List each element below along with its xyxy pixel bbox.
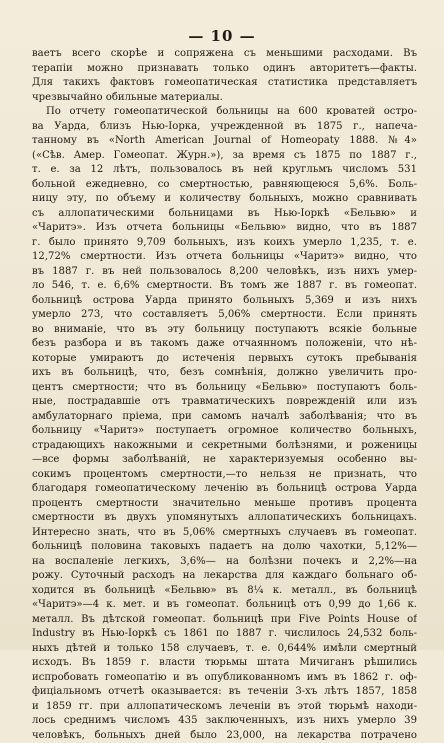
- text-line: и 1859 гг. при аллопатическомъ леченіи въ этой тюрьмѣ находи-: [32, 700, 417, 715]
- text-line: больницу «Чаритэ» поступаетъ огромное количество больныхъ,: [32, 424, 417, 439]
- text-line: Для такихъ фактовъ гомеопатическая статистика представляетъ: [32, 76, 417, 91]
- text-line: ихъ въ больницѣ, что, безъ сомнѣнія, должно увеличить про-: [32, 366, 417, 381]
- text-line: исходъ. Въ 1859 г. власти тюрьмы штата Мичиганъ рѣшились: [32, 656, 417, 671]
- text-line: —все формы заболѣваній, не характеризуемыя особенно вы-: [32, 453, 417, 468]
- text-line: металл. Въ дѣтской гомеопат. больницѣ при Five Points House of: [32, 613, 417, 628]
- text-line: амбулаторнаго пріема, при самомъ началѣ заболѣванія; что въ: [32, 410, 417, 425]
- page-number: — 10 —: [0, 27, 444, 45]
- text-line: больной ежедневно, со смертностью, равняющеюся 5,6%. Боль-: [32, 178, 417, 193]
- text-line: въ 1887 г. въ ней пользовалось 8,200 человѣкъ, изъ нихъ умер-: [32, 265, 417, 280]
- text-line: безъ разбора и въ такомъ даже отчаянномъ положеніи, что нѣ-: [32, 337, 417, 352]
- text-line: центъ смертности; что въ больницу «Бельвю» поступаютъ боль-: [32, 381, 417, 396]
- text-line: процентъ смертности значительно меньше противъ процента: [32, 497, 417, 512]
- text-line: «Чаритэ»—4 к. мет. и въ гомеопат. больницѣ отъ 0,99 до 1,66 к.: [32, 598, 417, 613]
- text-line: ходится въ больницѣ «Бельвю» въ 8¼ к. металл., въ больницѣ: [32, 584, 417, 599]
- text-line: ваетъ всего скорѣе и сопряжена съ меньшими расходами. Въ: [32, 47, 417, 62]
- text-line: чрезвычайно обильные материалы.: [32, 91, 417, 106]
- text-line: фиціальномъ отчетѣ оказывается: въ теченіи 3-хъ лѣтъ 1857, 1858: [32, 685, 417, 700]
- text-line: терапіи можно признавать только одинъ авторитетъ—факты.: [32, 62, 417, 77]
- text-line: ныхъ дѣтей и только 158 случаевъ, т. е. 0,644% имѣли смертный: [32, 642, 417, 657]
- text-line: Интересно знать, что въ 5,06% смертныхъ случаевъ въ гомеопат.: [32, 526, 417, 541]
- text-line: благодаря гомеопатическому леченію въ больницѣ острова Уарда: [32, 482, 417, 497]
- body-text: [32, 47, 417, 743]
- text-line: испробовать гомеопатію и въ опубликованномъ имъ въ 1862 г. оф-: [32, 671, 417, 686]
- text-line: ва Уарда, близъ Нью-Іорка, учрежденной въ 1875 г., напеча-: [32, 120, 417, 135]
- text-line: лось среднимъ числомъ 435 заключенныхъ, изъ нихъ умерло 39: [32, 714, 417, 729]
- text-line: во вниманіе, что въ эту больницу поступаютъ всякіе больные: [32, 323, 417, 338]
- text-line: 12,72% смертности. Изъ отчета больницы «Чаритэ» видно, что: [32, 250, 417, 265]
- text-line: на воспаленіе легкихъ, 3,6%— на болѣзни почекъ и 2,2%—на: [32, 555, 417, 570]
- text-line: человѣкъ, больныхъ дней было 23,000, на лекарства потрачено: [32, 729, 417, 743]
- text-line: «Чаритэ». Изъ отчета больницы «Бельвю» видно, что въ 1887: [32, 221, 417, 236]
- text-line: больницѣ острова Уарда принято больныхъ 5,369 и изъ нихъ: [32, 294, 417, 309]
- text-line: т. е. за 12 лѣтъ, пользовалось въ ней кругльмъ числомъ 531: [32, 163, 417, 178]
- text-line: («Сѣв. Амер. Гомеопат. Журн.»), за время съ 1875 по 1887 г.,: [32, 149, 417, 164]
- text-line: сокимъ процентомъ смертности,—то нельзя не признать, что: [32, 468, 417, 483]
- text-line: которые умираютъ до истеченія первыхъ сутокъ пребыванія: [32, 352, 417, 367]
- text-line: рожу. Суточный расходъ на лекарства для каждаго больнаго об-: [32, 569, 417, 584]
- text-line: съ аллопатическими больницами въ Нью-Іоркѣ «Бельвю» и: [32, 207, 417, 222]
- text-line: больницѣ половина таковыхъ падаетъ на долю чахотки, 5,12%—: [32, 540, 417, 555]
- text-line: умерло 273, что составляетъ 5,06% смертности. Если принять: [32, 308, 417, 323]
- text-line: ло 546, т. е. 6,6% смертности. Въ томъ же 1887 г. въ гомеопат.: [32, 279, 417, 294]
- text-line: По отчету гомеопатической больницы на 600 кроватей остро-: [32, 105, 417, 120]
- text-line: г. было принято 9,709 больныхъ, изъ коихъ умерло 1,235, т. е.: [32, 236, 417, 251]
- text-line: ные, пострадавшіе отъ травматическихъ поврежденій или изъ: [32, 395, 417, 410]
- text-line: смертности въ двухъ упомянутыхъ аллопатическихъ больницахъ.: [32, 511, 417, 526]
- text-line: танному въ «North American Journal of Homeopaty 1888. №4»: [32, 134, 417, 149]
- text-line: Industry въ Нью-Іоркѣ съ 1861 по 1887 г. числилось 24,532 боль-: [32, 627, 417, 642]
- text-line: страдающихъ накожными и секретными болѣзнями, и роженицы: [32, 439, 417, 454]
- text-line: ницу эту, по объему и количеству больныхъ, можно сравнивать: [32, 192, 417, 207]
